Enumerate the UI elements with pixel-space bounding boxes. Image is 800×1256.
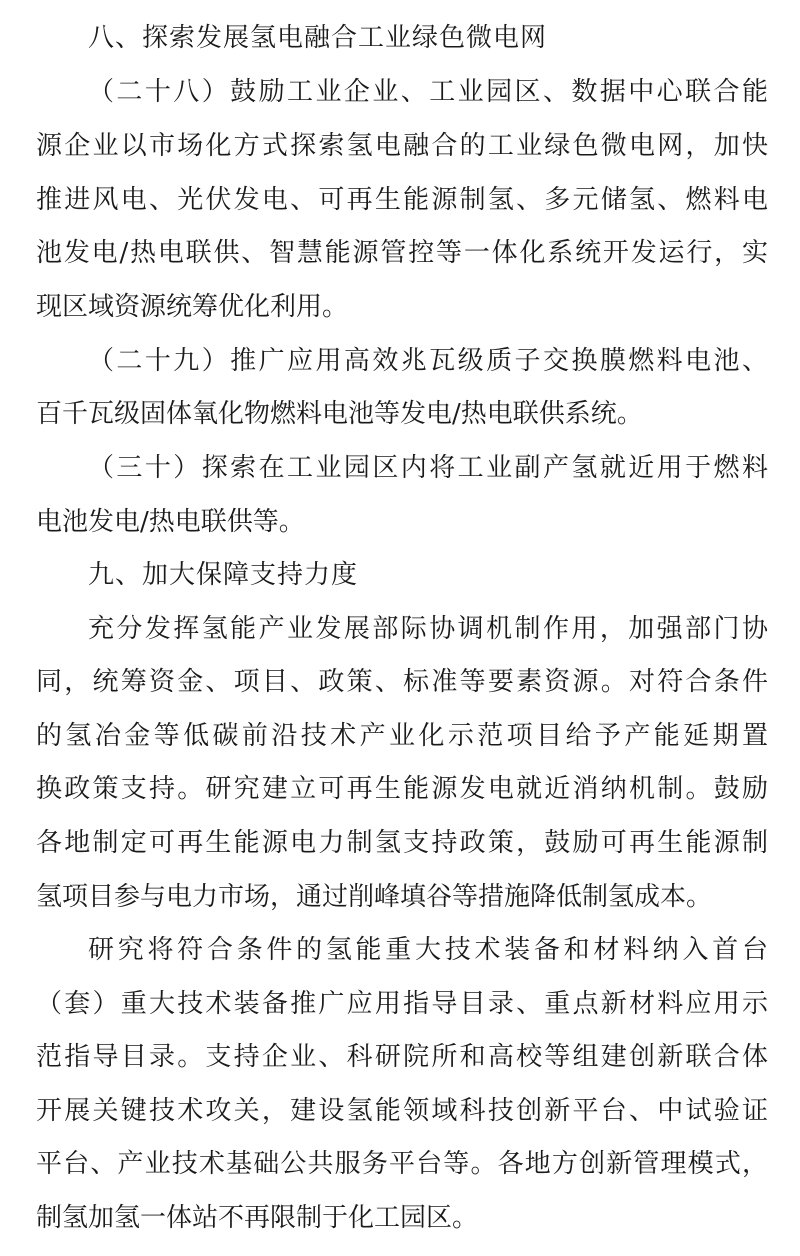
paragraph-line: 氢项目参与电力市场，通过削峰填谷等措施降低制氢成本。 xyxy=(36,882,713,912)
paragraph-line: 研究将符合条件的氢能重大技术装备和材料纳入首台 xyxy=(88,935,768,965)
paragraph-line: 换政策支持。研究建立可再生能源发电就近消纳机制。鼓励 xyxy=(36,774,768,804)
paragraph-line: 池发电/热电联供、智慧能源管控等一体化系统开发运行，实 xyxy=(36,238,768,268)
section-heading-8: 八、探索发展氢电融合工业绿色微电网 xyxy=(88,23,548,53)
paragraph-line: 电池发电/热电联供等。 xyxy=(36,507,305,537)
paragraph-line: 同，统筹资金、项目、政策、标准等要素资源。对符合条件 xyxy=(36,667,768,697)
paragraph-line: 平台、产业技术基础公共服务平台等。各地方创新管理模式， xyxy=(36,1149,768,1179)
paragraph-line: 制氢加氢一体站不再限制于化工园区。 xyxy=(36,1203,479,1233)
paragraph-line: 的氢冶金等低碳前沿技术产业化示范项目给予产能延期置 xyxy=(36,721,768,751)
paragraph-line: 源企业以市场化方式探索氢电融合的工业绿色微电网，加快 xyxy=(36,131,768,161)
paragraph-line: 百千瓦级固体氧化物燃料电池等发电/热电联供系统。 xyxy=(36,399,643,429)
paragraph-line: 推进风电、光伏发电、可再生能源制氢、多元储氢、燃料电 xyxy=(36,185,768,215)
paragraph-line: 充分发挥氢能产业发展部际协调机制作用，加强部门协 xyxy=(88,614,768,644)
paragraph-line: 开展关键技术攻关，建设氢能领域科技创新平台、中试验证 xyxy=(36,1096,768,1126)
paragraph-line: （二十八）鼓励工业企业、工业园区、数据中心联合能 xyxy=(88,77,768,107)
paragraph-line: 各地制定可再生能源电力制氢支持政策，鼓励可再生能源制 xyxy=(36,828,768,858)
paragraph-line: （三十）探索在工业园区内将工业副产氢就近用于燃料 xyxy=(88,453,768,483)
paragraph-line: 现区域资源统筹优化利用。 xyxy=(36,292,349,322)
paragraph-line: 范指导目录。支持企业、科研院所和高校等组建创新联合体 xyxy=(36,1042,768,1072)
paragraph-line: （二十九）推广应用高效兆瓦级质子交换膜燃料电池、 xyxy=(88,346,768,376)
section-heading-9: 九、加大保障支持力度 xyxy=(88,560,359,590)
paragraph-line: （套）重大技术装备推广应用指导目录、重点新材料应用示 xyxy=(36,989,768,1019)
